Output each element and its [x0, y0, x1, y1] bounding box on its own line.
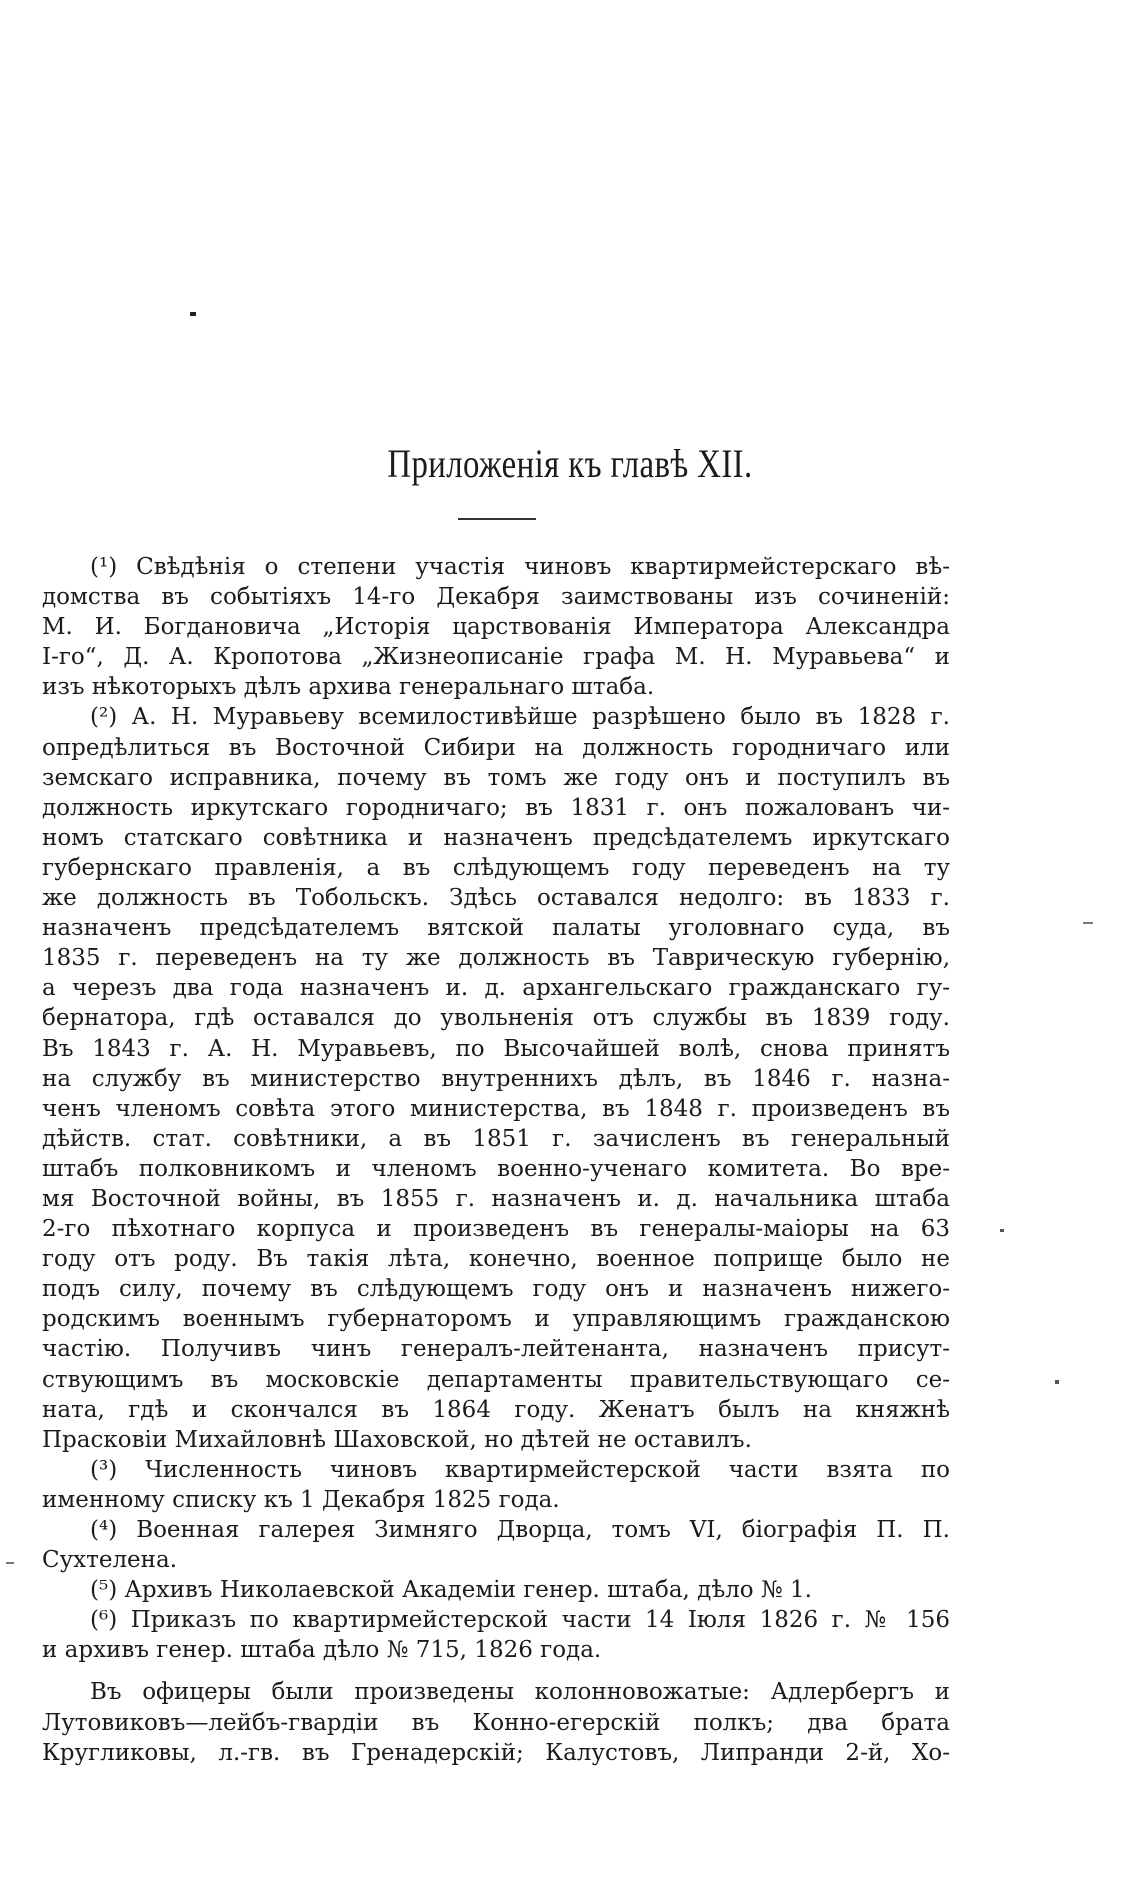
text-line: (⁴) Военная галерея Зимняго Дворца, томъ VI, біографія П. П.: [90, 1517, 950, 1543]
text-line: а черезъ два года назначенъ и. д. архангельскаго гражданскаго гу-: [42, 975, 950, 1002]
text-line: штабъ полковникомъ и членомъ военно-ученаго комитета. Во вре-: [42, 1155, 950, 1182]
text-line: именному списку къ 1 Декабря 1825 года.: [42, 1486, 560, 1513]
text-line: (⁵) Архивъ Николаевской Академіи генер. штаба, дѣло № 1.: [90, 1577, 812, 1604]
text-line: дѣйств. стат. совѣтники, а въ 1851 г. зачисленъ въ генеральный: [42, 1125, 950, 1152]
text-line: 1835 г. переведенъ на ту же должность въ Таврическую губернію,: [42, 945, 950, 972]
text-line: должность иркутскаго городничаго; въ 1831 г. онъ пожалованъ чи-: [42, 794, 950, 821]
text-line: и архивъ генер. штаба дѣло № 715, 1826 года.: [42, 1637, 602, 1664]
text-line: номъ статскаго совѣтника и назначенъ предсѣдателемъ иркутскаго: [42, 824, 950, 851]
ink-speck: [1083, 922, 1093, 924]
text-line: (³) Численность чиновъ квартирмейстерской части взята по: [90, 1456, 950, 1483]
text-line: году отъ роду. Въ такія лѣта, конечно, военное поприще было не: [42, 1246, 950, 1273]
title-divider: [458, 518, 536, 520]
text-line: І-го“, Д. А. Кропотова „Жизнеописаніе графа М. Н. Муравьева“ и: [42, 644, 950, 671]
text-line: Кругликовы, л.-гв. въ Гренадерскій; Калустовъ, Липранди 2-й, Хо-: [42, 1739, 950, 1766]
text-line: М. И. Богдановича „Исторія царствованія Императора Александра: [42, 614, 950, 641]
text-line: частію. Получивъ чинъ генералъ-лейтенанта, назначенъ присут-: [42, 1336, 950, 1363]
text-line: (²) А. Н. Муравьеву всемилостивѣйше разрѣшено было въ 1828 г.: [90, 704, 950, 731]
text-line: домства въ событіяхъ 14-го Декабря заимствованы изъ сочиненій:: [42, 584, 950, 611]
text-line: подъ силу, почему въ слѣдующемъ году онъ и назначенъ нижего-: [42, 1276, 950, 1303]
text-line: Въ 1843 г. А. Н. Муравьевъ, по Высочайшей волѣ, снова принятъ: [42, 1035, 950, 1062]
text-line: ната, гдѣ и скончался въ 1864 году. Женатъ былъ на княжнѣ: [42, 1396, 950, 1423]
text-line: Лутовиковъ—лейбъ-гвардіи въ Конно-егерскій полкъ; два брата: [42, 1709, 950, 1736]
ink-speck: [1000, 1229, 1004, 1232]
text-line: Прасковіи Михайловнѣ Шаховской, но дѣтей не оставилъ.: [42, 1426, 752, 1453]
text-line: (¹) Свѣдѣнія о степени участія чиновъ квартирмейстерскаго вѣ-: [90, 554, 950, 580]
text-line: земскаго исправника, почему въ томъ же году онъ и поступилъ въ: [42, 764, 950, 791]
text-line: (⁶) Приказъ по квартирмейстерской части 14 Іюля 1826 г. № 156: [90, 1607, 950, 1634]
text-line: 2-го пѣхотнаго корпуса и произведенъ въ генералы-маіоры на 63: [42, 1216, 950, 1243]
text-line: родскимъ военнымъ губернаторомъ и управляющимъ гражданскою: [42, 1306, 950, 1333]
text-line: на службу въ министерство внутреннихъ дѣлъ, въ 1846 г. назна-: [42, 1065, 950, 1092]
ink-speck: [6, 1562, 14, 1564]
text-line: опредѣлиться въ Восточной Сибири на должность городничаго или: [42, 734, 950, 761]
text-line: мя Восточной войны, въ 1855 г. назначенъ и. д. начальника штаба: [42, 1185, 950, 1212]
ink-speck: [190, 312, 196, 316]
page-title: Приложенія къ главѣ XII.: [387, 441, 753, 486]
text-line: изъ нѣкоторыхъ дѣлъ архива генеральнаго штаба.: [42, 674, 655, 701]
text-line: ствующимъ въ московскіе департаменты правительствующаго се-: [42, 1366, 950, 1393]
text-line: бернатора, гдѣ оставался до увольненія отъ службы въ 1839 году.: [42, 1005, 950, 1032]
text-line: губернскаго правленія, а въ слѣдующемъ году переведенъ на ту: [42, 854, 950, 881]
text-line: назначенъ предсѣдателемъ вятской палаты уголовнаго суда, въ: [42, 915, 950, 942]
body-text: [42, 552, 950, 1768]
ink-speck: [1055, 1380, 1059, 1384]
text-line: Въ офицеры были произведены колонновожатые: Адлербергъ и: [90, 1679, 950, 1706]
text-line: же должность въ Тобольскъ. Здѣсь оставался недолго: въ 1833 г.: [42, 885, 950, 912]
text-line: Сухтелена.: [42, 1547, 178, 1574]
text-line: ченъ членомъ совѣта этого министерства, въ 1848 г. произведенъ въ: [42, 1095, 950, 1122]
